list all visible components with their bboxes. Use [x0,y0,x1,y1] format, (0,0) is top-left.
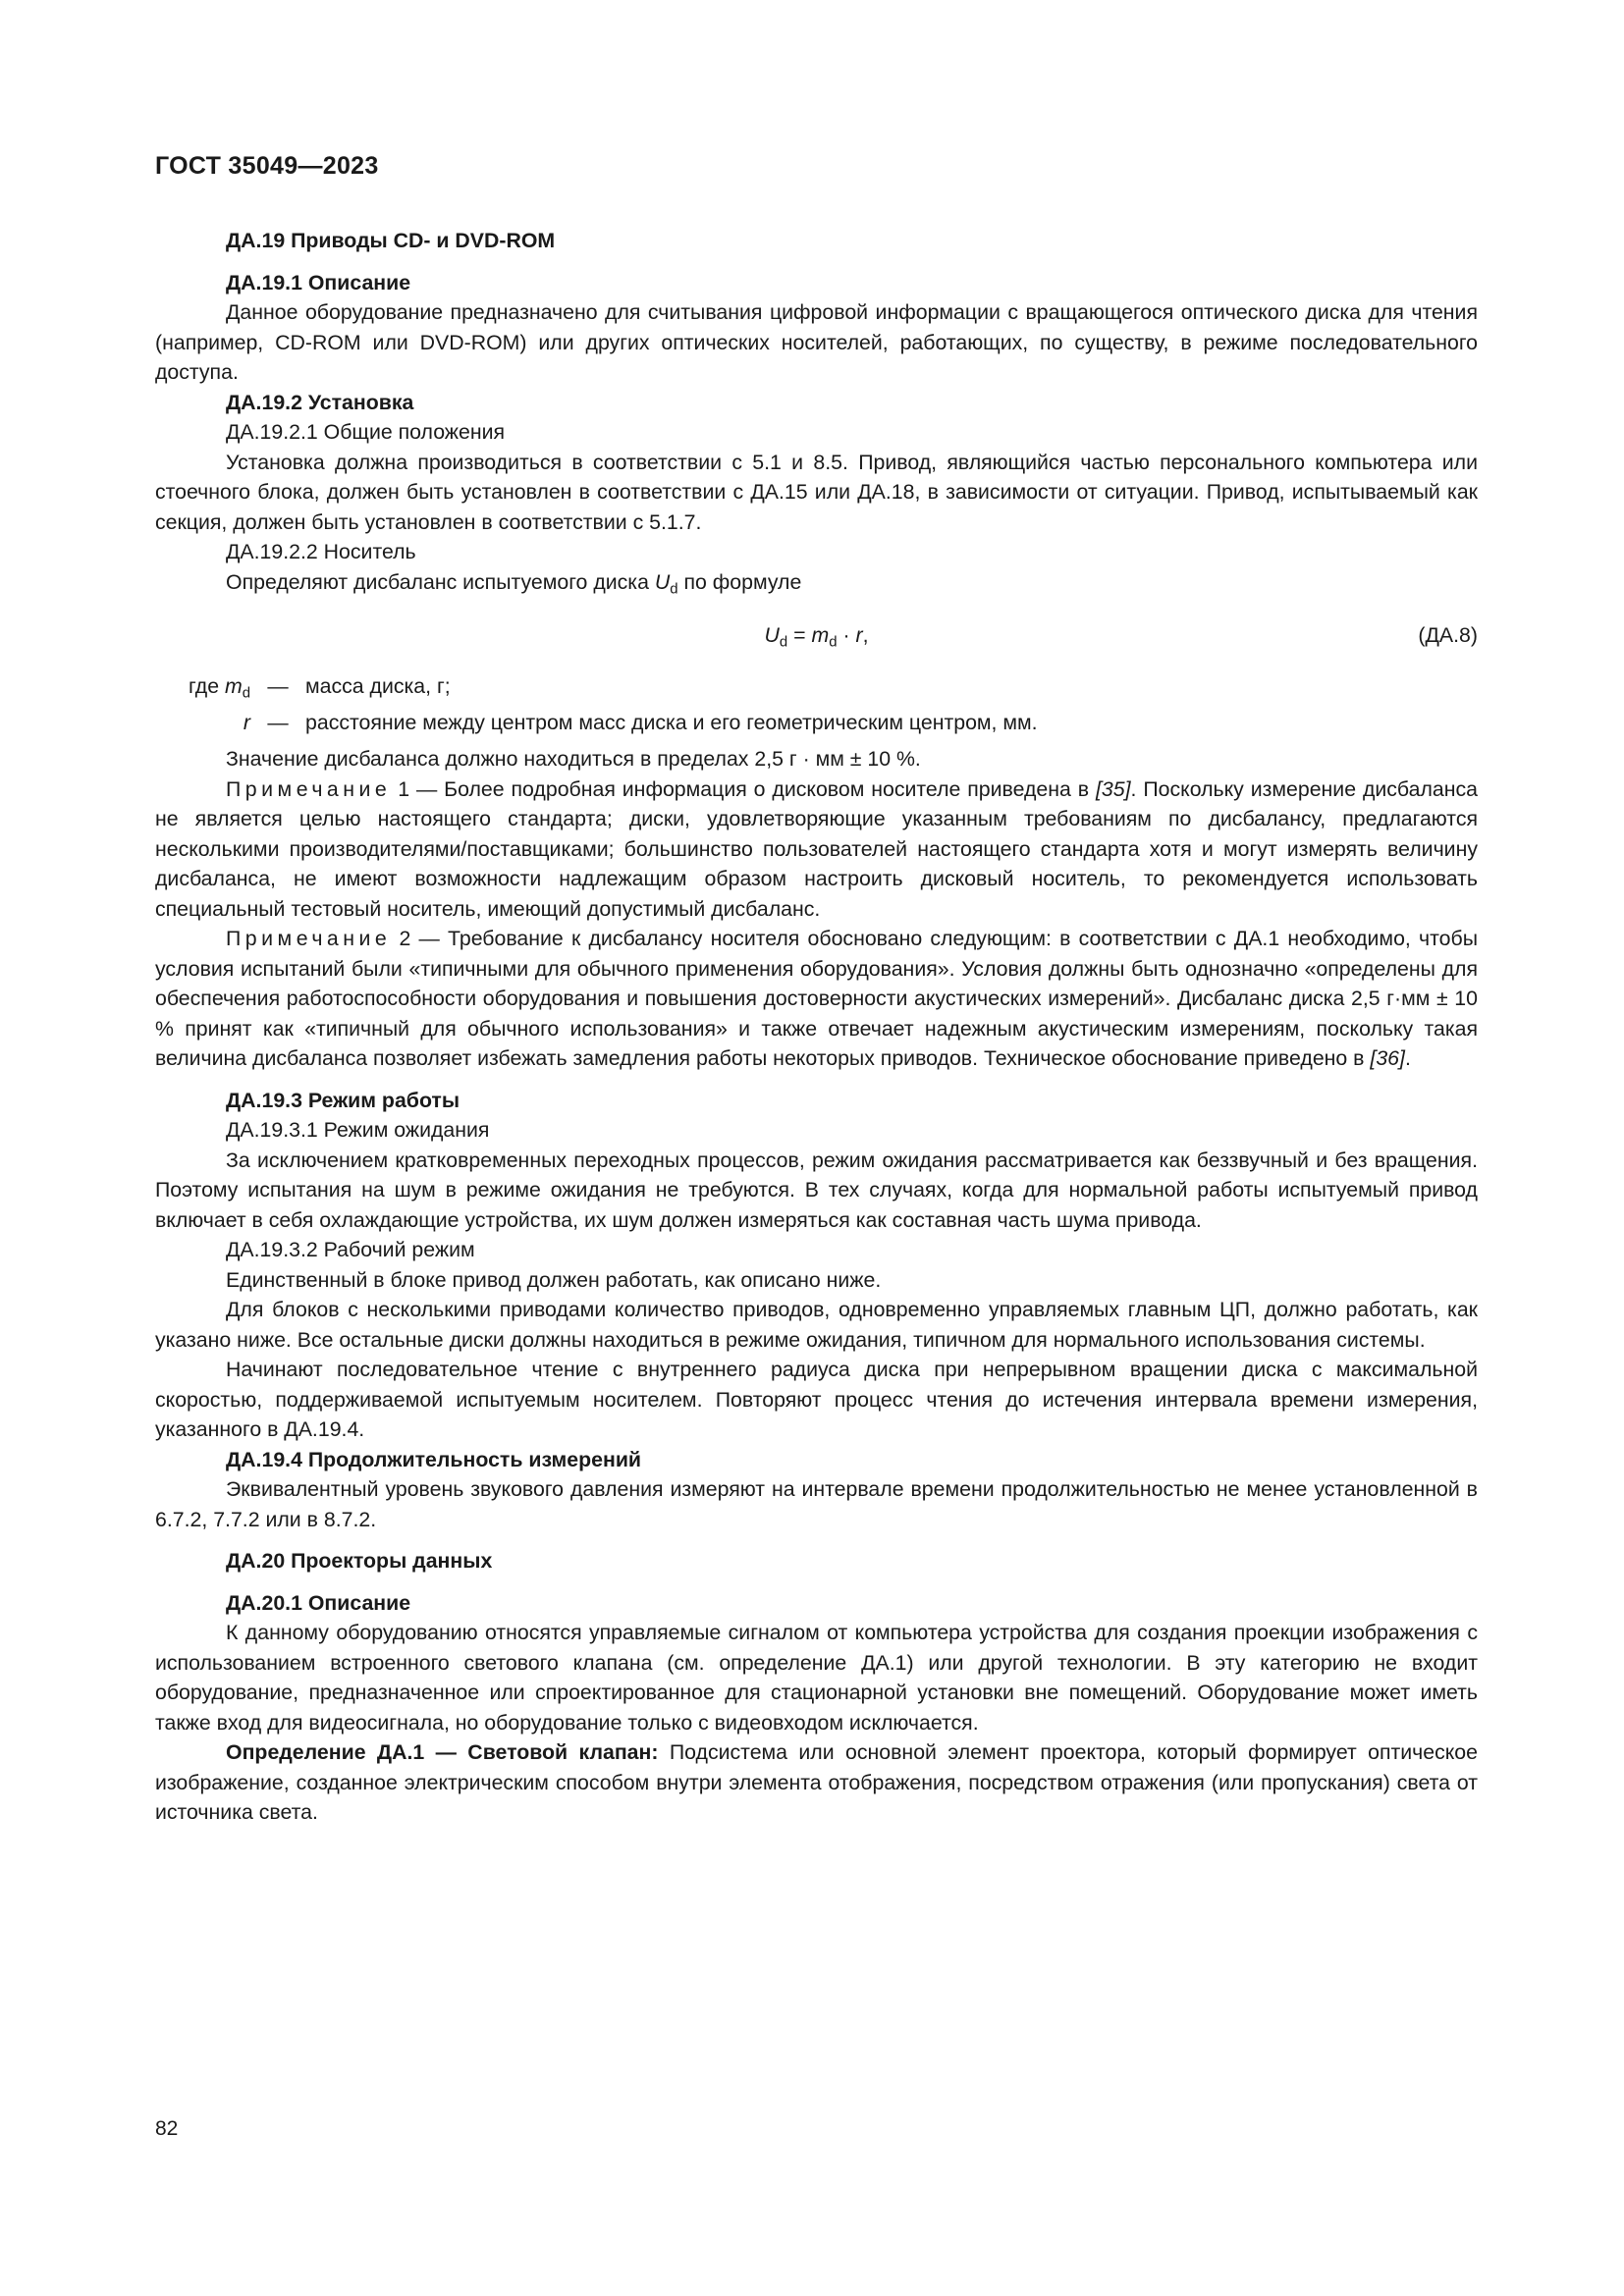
document-id: ГОСТ 35049—2023 [155,152,379,180]
legend-row-m: где $m_d$ — масса диска, г; [188,674,451,702]
section-heading-da19: ДА.19 Приводы CD- и DVD-ROM [226,229,556,252]
paragraph-imbalance-range: Значение дисбаланса должно находиться в пределах 2,5 г · мм ± 10 %. [226,747,921,771]
clause-heading-da19-3-2: ДА.19.3.2 Рабочий режим [226,1238,475,1261]
page-content [155,226,1478,1828]
clause-heading-da19-2-2: ДА.19.2.2 Носитель [226,540,416,563]
formula-number: (ДА.8) [1418,623,1478,647]
formula-legend [126,671,1478,744]
paragraph-single-drive: Единственный в блоке привод должен работать, как описано ниже. [226,1267,882,1292]
formula-expression: $U_d = m_d \cdot r$, [764,623,869,651]
clause-heading-da19-2-1: ДА.19.2.1 Общие положения [226,420,506,444]
subsection-heading-da19-1: ДА.19.1 Описание [226,270,411,294]
subsection-heading-da20-1: ДА.20.1 Описание [226,1590,411,1615]
paragraph-sequential-read: Начинают последовательное чтение с внутреннего радиуса диска при непрерывном вращении диска с максимальной скоростью, поддерживаемой испытуемым носителем. Повторяют процесс чтения до истечения интервала времени измерения, указанного в ДА.19.4. [155,1358,1478,1441]
page-number: 82 [155,2117,179,2140]
section-heading-da20: ДА.20 Проекторы данных [226,1549,493,1573]
subsection-heading-da19-2: ДА.19.2 Установка [226,390,414,414]
paragraph-da19-3-1: За исключением кратковременных переходных процессов, режим ожидания рассматривается как беззвучный и без вращения. Поэтому испытания на шум в режиме ожидания не требуются. В тех случаях, когда для нормальной работы испытуемый привод включает в себя охлаждающие устройства, их шум должен измеряться как составная часть шума привода. [155,1148,1478,1232]
note-1: Примечание 1 — Более подробная информация о дисковом носителе приведена в [35]. Поскольку измерение дисбаланса не является целью настоящего стандарта; диски, удовлетворяющие указанным требованиям по дисбалансу, предлагаются несколькими производителями/поставщиками; большинство пользователей настоящего стандарта хотя и могут измерять величину дисбаланса, не имеют возможности надлежащим образом настроить дисковый носитель, то рекомендуется использовать специальный тестовый носитель, имеющий допустимый дисбаланс. [155,776,1479,921]
paragraph-da19-1: Данное оборудование предназначено для считывания цифровой информации с вращающегося оптического диска для чтения (например, CD-ROM или DVD-ROM) или других оптических носителей, работающих, по существу, в режиме последовательного доступа. [155,300,1478,384]
note-2: Примечание 2 — Требование к дисбалансу носителя обосновано следующим: в соответствии с ДА.1 необходимо, чтобы условия испытаний были «типичными для обычного применения оборудования». Условия должны быть однозначно «определены для обеспечения работоспособности оборудования и повышения достоверности акустических измерений». Дисбаланс диска 2,5 г·мм ± 10 % принят как «типичный для обычного использования» и также отвечает надежным акустическим измерениям, поскольку такая величина дисбаланса позволяет избежать замедления работы некоторых приводов. Техническое обоснование приведено в [36]. [155,927,1478,1070]
clause-heading-da19-3-1: ДА.19.3.1 Режим ожидания [226,1118,490,1142]
paragraph-da20-1: К данному оборудованию относятся управляемые сигналом от компьютера устройства для создания проекции изображения с использованием встроенного светового клапана (см. определение ДА.1) или другой технологии. В эту категорию не входит оборудование, предназначенное или спроектированное для стационарной установки вне помещений. Оборудование может иметь также вход для видеосигнала, но оборудование только с видеовходом исключается. [155,1621,1478,1735]
definition-da1: Определение ДА.1 — Световой клапан: Подсистема или основной элемент проектора, который формирует оптическое изображение, созданное электрическим способом внутри элемента отображения, посредством отражения (или пропускания) света от источника света. [155,1740,1478,1824]
paragraph-formula-intro: Определяют дисбаланс испытуемого диска $U_d$ по формуле [226,569,802,597]
paragraph-da19-4: Эквивалентный уровень звукового давления измеряют на интервале времени продолжительностью не менее установленной в 6.7.2, 7.7.2 или в 8.7.2. [155,1477,1478,1531]
subsection-heading-da19-3: ДА.19.3 Режим работы [226,1088,460,1112]
paragraph-da19-2-1: Установка должна производиться в соответствии с 5.1 и 8.5. Привод, являющийся частью персонального компьютера или стоечного блока, должен быть установлен в соответствии с ДА.15 или ДА.18, в зависимости от ситуации. Привод, испытываемый как секция, должен быть установлен в соответствии с 5.1.7. [155,450,1478,534]
formula-da8 [155,611,1478,662]
subsection-heading-da19-4: ДА.19.4 Продолжительность измерений [226,1447,642,1471]
legend-row-r: r — расстояние между центром масс диска и его геометрическим центром, мм. [243,711,1038,734]
paragraph-multi-drive: Для блоков с несколькими приводами количество приводов, одновременно управляемых главным ЦП, должно работать, как указано ниже. Все остальные диски должны находиться в режиме ожидания, типичном для нормального использования системы. [155,1298,1478,1352]
